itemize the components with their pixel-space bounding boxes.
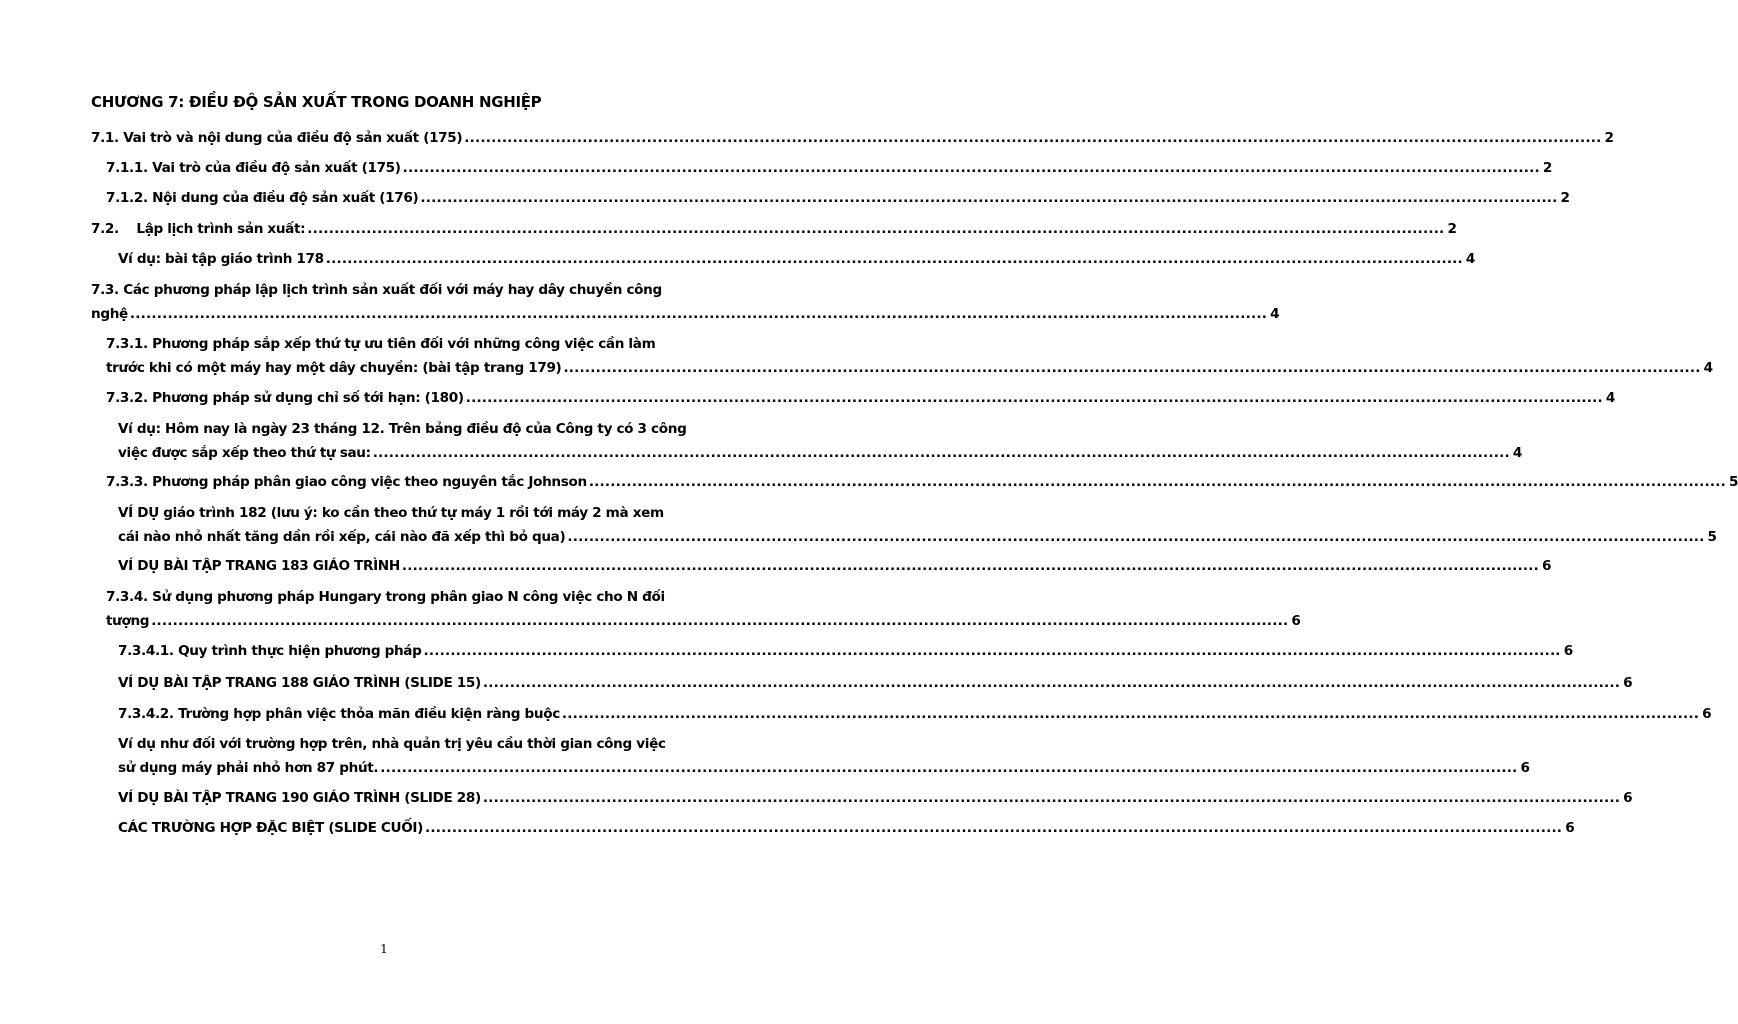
toc-page-number: 5 <box>1707 529 1717 545</box>
dot-leader <box>307 217 1444 241</box>
dot-leader <box>424 639 1561 663</box>
toc-entry-text: tượng <box>106 613 150 629</box>
toc-entry-text: CÁC TRƯỜNG HỢP ĐẶC BIỆT (SLIDE CUỐI) <box>118 820 423 836</box>
toc-page-number: 4 <box>1512 445 1522 461</box>
toc-page-number: 6 <box>1291 613 1301 629</box>
toc-entry-text: việc được sắp xếp theo thứ tự sau: <box>118 445 371 461</box>
dot-leader <box>420 186 1557 210</box>
toc-entry[interactable] <box>91 217 1457 241</box>
toc-entry[interactable] <box>118 501 1717 549</box>
dot-leader <box>380 756 1517 780</box>
toc-entry-text: 7.3.2. Phương pháp sử dụng chỉ số tới hạn: (180) <box>106 390 464 406</box>
toc-entry-text: 7.3.4.2. Trường hợp phân việc thỏa mãn điều kiện ràng buộc <box>118 706 560 722</box>
toc-entry-first-line: Ví dụ: Hôm nay là ngày 23 tháng 12. Trên bảng điều độ của Công ty có 3 công <box>118 421 687 437</box>
toc-page-number: 6 <box>1542 558 1552 574</box>
toc-page-number: 5 <box>1729 474 1738 490</box>
toc-page-number: 6 <box>1702 706 1712 722</box>
toc-entry[interactable] <box>91 126 1614 150</box>
toc-entry[interactable] <box>118 732 1530 780</box>
dot-leader <box>403 156 1540 180</box>
dot-leader <box>466 386 1603 410</box>
dot-leader <box>130 302 1267 326</box>
toc-page-number: 2 <box>1560 190 1570 206</box>
dot-leader <box>589 470 1726 494</box>
toc-entry-first-line: 7.3.4. Sử dụng phương pháp Hungary trong phân giao N công việc cho N đối <box>106 589 665 605</box>
dot-leader <box>425 816 1562 840</box>
toc-entry-first-line: 7.3.1. Phương pháp sắp xếp thứ tự ưu tiên đối với những công việc cần làm <box>106 336 656 352</box>
toc-page-number: 6 <box>1565 820 1575 836</box>
toc-entry-text: VÍ DỤ BÀI TẬP TRANG 188 GIÁO TRÌNH (SLIDE 15) <box>118 675 481 691</box>
toc-page-number: 6 <box>1623 675 1633 691</box>
toc-page-number: 2 <box>1542 160 1552 176</box>
toc-entry[interactable] <box>118 816 1575 840</box>
dot-leader <box>464 126 1601 150</box>
toc-entry[interactable] <box>106 470 1738 494</box>
toc-entry-first-line: 7.3. Các phương pháp lập lịch trình sản xuất đối với máy hay dây chuyền công <box>91 282 662 298</box>
dot-leader <box>562 702 1699 726</box>
toc-entry-text: 7.1. Vai trò và nội dung của điều độ sản xuất (175) <box>91 130 463 146</box>
toc-entry[interactable] <box>118 554 1552 578</box>
toc-entry-text: sử dụng máy phải nhỏ hơn 87 phút. <box>118 760 379 776</box>
toc-entry[interactable] <box>118 639 1573 663</box>
toc-entry[interactable] <box>106 332 1713 380</box>
toc-entry[interactable] <box>106 585 1301 633</box>
toc-entry-text: 7.3.4.1. Quy trình thực hiện phương pháp <box>118 643 422 659</box>
toc-entry[interactable] <box>118 702 1712 726</box>
dot-leader <box>483 671 1620 695</box>
dot-leader <box>402 554 1539 578</box>
toc-entry[interactable] <box>118 247 1476 271</box>
toc-entry-first-line: Ví dụ như đối với trường hợp trên, nhà quản trị yêu cầu thời gian công việc <box>118 736 666 752</box>
toc-page-number: 4 <box>1605 390 1616 406</box>
toc-entry[interactable] <box>118 786 1633 810</box>
dot-leader <box>373 441 1510 465</box>
toc-entry-text: trước khi có một máy hay một dây chuyền: (bài tập trang 179) <box>106 360 562 376</box>
dot-leader <box>567 525 1704 549</box>
toc-page-number: 2 <box>1604 130 1614 146</box>
toc-page-number: 6 <box>1563 643 1573 659</box>
toc-entry[interactable] <box>106 186 1570 210</box>
toc-page-number: 6 <box>1520 760 1530 776</box>
toc-page-number: 4 <box>1703 360 1713 376</box>
toc-entry-text: VÍ DỤ BÀI TẬP TRANG 190 GIÁO TRÌNH (SLIDE 28) <box>118 790 481 806</box>
dot-leader <box>151 609 1288 633</box>
toc-entry-text: 7.3.3. Phương pháp phân giao công việc theo nguyên tắc Johnson <box>106 474 587 490</box>
toc-entry-text: 7.1.2. Nội dung của điều độ sản xuất (176) <box>106 190 419 206</box>
toc-entry-text: cái nào nhỏ nhất tăng dần rồi xếp, cái nào đã xếp thì bỏ qua) <box>118 529 566 545</box>
toc-page-number: 4 <box>1270 306 1280 322</box>
toc-entry-text: VÍ DỤ BÀI TẬP TRANG 183 GIÁO TRÌNH <box>118 558 400 574</box>
toc-entry-text: 7.2. Lập lịch trình sản xuất: <box>91 221 306 237</box>
toc-entry[interactable] <box>91 278 1280 326</box>
toc-entry-text: 7.1.1. Vai trò của điều độ sản xuất (175) <box>106 160 401 176</box>
chapter-title: CHƯƠNG 7: ĐIỀU ĐỘ SẢN XUẤT TRONG DOANH NGHIỆP <box>91 93 542 111</box>
toc-entry[interactable] <box>106 156 1552 180</box>
page-number: 1 <box>380 942 388 956</box>
toc-page-number: 4 <box>1465 251 1476 267</box>
toc-entry-text: Ví dụ: bài tập giáo trình 178 <box>118 251 324 267</box>
toc-entry-text: nghệ <box>91 306 128 322</box>
dot-leader <box>326 247 1463 271</box>
toc-entry[interactable] <box>106 386 1616 410</box>
toc-page-number: 2 <box>1447 221 1457 237</box>
toc-page-number: 6 <box>1623 790 1633 806</box>
dot-leader <box>483 786 1620 810</box>
toc-entry[interactable] <box>118 671 1633 695</box>
dot-leader <box>563 356 1700 380</box>
toc-entry[interactable] <box>118 417 1522 465</box>
toc-entry-first-line: VÍ DỤ giáo trình 182 (lưu ý: ko cần theo thứ tự máy 1 rồi tới máy 2 mà xem <box>118 505 664 521</box>
